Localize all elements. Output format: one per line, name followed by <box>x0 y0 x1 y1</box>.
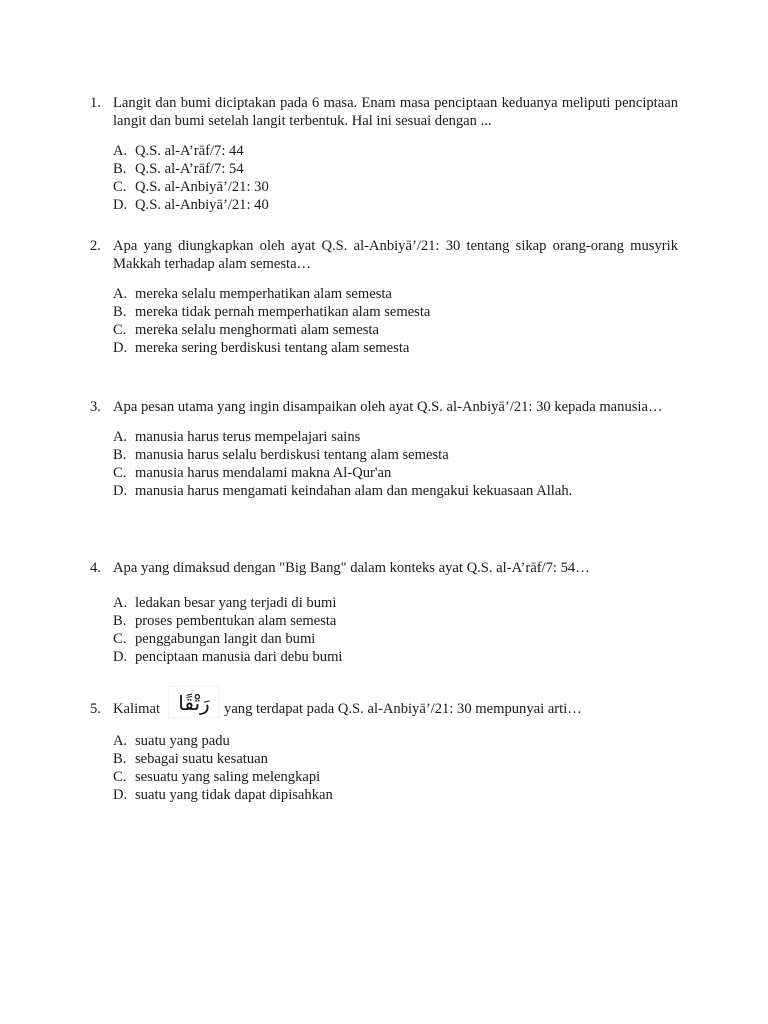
option-c <box>113 178 678 196</box>
option-c <box>113 768 678 786</box>
option-letter: C. <box>113 179 127 195</box>
option-letter: A. <box>113 595 128 611</box>
question-1 <box>90 94 678 214</box>
option-text: Q.S. al-Anbiyā’/21: 40 <box>135 197 269 213</box>
option-text: suatu yang padu <box>135 733 230 749</box>
option-letter: C. <box>113 465 127 481</box>
question-number: 2. <box>90 238 101 254</box>
question-2 <box>90 237 678 357</box>
option-text: manusia harus mengamati keindahan alam dan mengakui kekuasaan Allah. <box>135 483 573 499</box>
option-d <box>113 482 678 500</box>
option-c <box>113 630 678 648</box>
question-3-head <box>90 398 678 416</box>
question-text: Apa pesan utama yang ingin disampaikan oleh ayat Q.S. al-Anbiyā’/21: 30 kepada manusia… <box>113 399 663 415</box>
option-letter: A. <box>113 429 128 445</box>
option-text: mereka selalu menghormati alam semesta <box>135 322 379 338</box>
option-text: Q.S. al-Anbiyā’/21: 30 <box>135 179 269 195</box>
arabic-word-image <box>168 686 220 718</box>
question-number: 3. <box>90 399 101 415</box>
option-letter: C. <box>113 631 127 647</box>
question-text: Apa yang dimaksud dengan "Big Bang" dalam konteks ayat Q.S. al-A’rāf/7: 54… <box>113 560 590 576</box>
option-letter: B. <box>113 751 127 767</box>
question-4 <box>90 559 678 666</box>
option-letter: B. <box>113 304 127 320</box>
option-letter: D. <box>113 649 128 665</box>
option-text: manusia harus terus mempelajari sains <box>135 429 361 445</box>
option-text: penggabungan langit dan bumi <box>135 631 316 647</box>
options-list <box>90 594 678 666</box>
option-b <box>113 303 678 321</box>
question-4-head <box>90 559 678 577</box>
question-5 <box>90 686 678 804</box>
option-text: mereka sering berdiskusi tentang alam semesta <box>135 340 410 356</box>
question-text: Langit dan bumi diciptakan pada 6 masa. Enam masa penciptaan keduanya meliputi penciptaan langit dan bumi setelah langit terbentuk. Hal ini sesuai dengan ... <box>113 95 678 129</box>
question-number: 4. <box>90 560 101 576</box>
option-text: sesuatu yang saling melengkapi <box>135 769 321 785</box>
option-a <box>113 285 678 303</box>
option-a <box>113 594 678 612</box>
option-letter: C. <box>113 322 127 338</box>
option-a <box>113 732 678 750</box>
option-letter: C. <box>113 769 127 785</box>
question-2-head <box>90 237 678 273</box>
question-text-before: Kalimat <box>113 701 161 717</box>
option-letter: D. <box>113 197 128 213</box>
option-d <box>113 786 678 804</box>
option-a <box>113 428 678 446</box>
options-list <box>90 732 678 804</box>
option-letter: B. <box>113 447 127 463</box>
option-c <box>113 321 678 339</box>
option-letter: D. <box>113 483 128 499</box>
option-text: Q.S. al-A’rāf/7: 54 <box>135 161 244 177</box>
option-a <box>113 142 678 160</box>
option-text: mereka selalu memperhatikan alam semesta <box>135 286 392 302</box>
option-text: ledakan besar yang terjadi di bumi <box>135 595 337 611</box>
option-b <box>113 446 678 464</box>
option-d <box>113 648 678 666</box>
option-letter: B. <box>113 613 127 629</box>
options-list <box>90 142 678 214</box>
option-letter: D. <box>113 787 128 803</box>
option-letter: D. <box>113 340 128 356</box>
option-text: manusia harus mendalami makna Al-Qur'an <box>135 465 392 481</box>
svg-text:رَتْقًا: رَتْقًا <box>178 691 210 715</box>
option-text: sebagai suatu kesatuan <box>135 751 268 767</box>
option-d <box>113 339 678 357</box>
question-3 <box>90 398 678 500</box>
question-number: 1. <box>90 95 101 111</box>
options-list <box>90 285 678 357</box>
option-text: penciptaan manusia dari debu bumi <box>135 649 343 665</box>
option-text: mereka tidak pernah memperhatikan alam semesta <box>135 304 431 320</box>
question-5-head <box>90 686 678 718</box>
question-1-head <box>90 94 678 130</box>
option-letter: A. <box>113 143 128 159</box>
option-b <box>113 612 678 630</box>
question-text-after: yang terdapat pada Q.S. al-Anbiyā’/21: 30 mempunyai arti… <box>224 701 582 717</box>
option-text: manusia harus selalu berdiskusi tentang alam semesta <box>135 447 449 463</box>
option-text: Q.S. al-A’rāf/7: 44 <box>135 143 244 159</box>
option-text: suatu yang tidak dapat dipisahkan <box>135 787 333 803</box>
option-letter: A. <box>113 733 128 749</box>
option-b <box>113 750 678 768</box>
option-b <box>113 160 678 178</box>
question-number: 5. <box>90 701 101 717</box>
option-d <box>113 196 678 214</box>
option-c <box>113 464 678 482</box>
options-list <box>90 428 678 500</box>
question-text: Apa yang diungkapkan oleh ayat Q.S. al-Anbiyā’/21: 30 tentang sikap orang-orang musyrik Makkah terhadap alam semesta… <box>113 238 678 272</box>
option-letter: B. <box>113 161 127 177</box>
option-text: proses pembentukan alam semesta <box>135 613 337 629</box>
option-letter: A. <box>113 286 128 302</box>
